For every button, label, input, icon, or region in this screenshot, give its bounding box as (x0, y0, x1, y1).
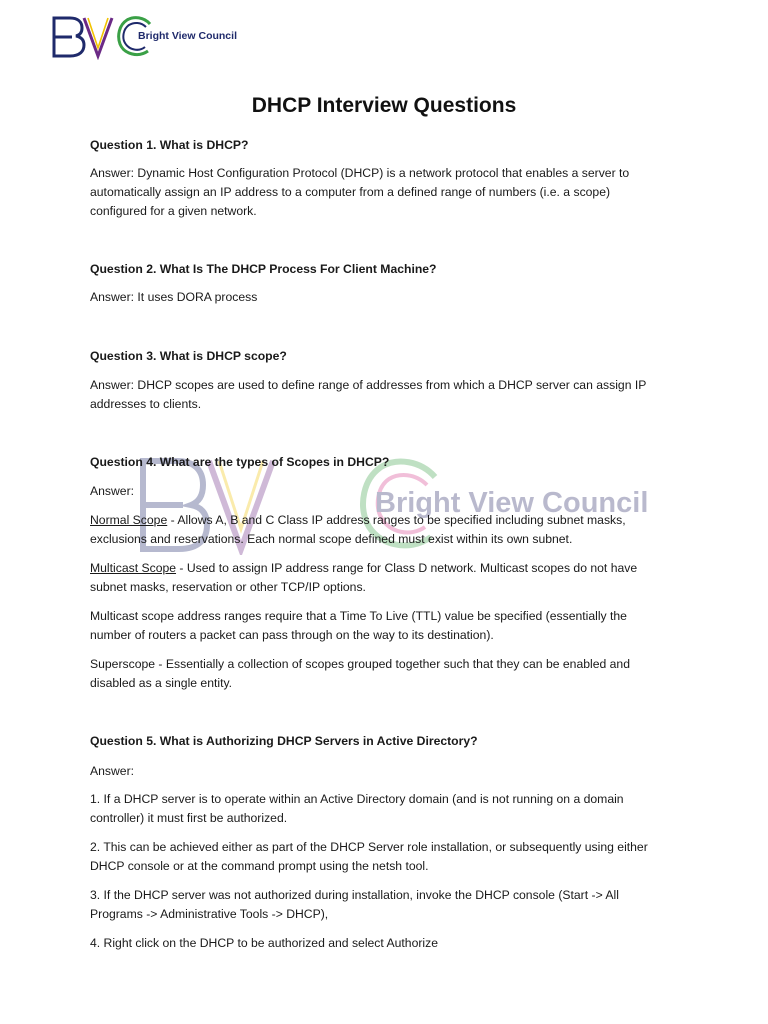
watermark-name: Bright View Council (375, 487, 649, 519)
answer-1-line-3: configured for a given network. (90, 204, 257, 218)
answer-2: Answer: It uses DORA process (90, 290, 258, 304)
question-5: Question 5. What is Authorizing DHCP Servers in Active Directory? (90, 734, 478, 748)
multicast-scope-line-1 (90, 559, 680, 578)
question-4: Question 4. What are the types of Scopes in DHCP? (90, 455, 390, 469)
answer-4-label: Answer: (90, 484, 135, 498)
answer-3-line-2: addresses to clients. (90, 397, 202, 411)
answer-1-line-1: Answer: Dynamic Host Configuration Protocol (DHCP) is a network protocol that enables a server to (90, 166, 630, 180)
answer-5-item-2-line-1: 2. This can be achieved either as part of the DHCP Server role installation, or subsequently using either (90, 840, 648, 854)
answer-5-item-1-line-1: 1. If a DHCP server is to operate within an Active Directory domain (and is not running on a domain (90, 792, 624, 806)
question-1: Question 1. What is DHCP? (90, 138, 249, 152)
answer-5-item-3-line-2: Programs -> Administrative Tools -> DHCP), (90, 907, 329, 921)
ttl-line-1: Multicast scope address ranges require that a Time To Live (TTL) value be specified (essentially the (90, 609, 627, 623)
multicast-scope-term: Multicast Scope (90, 561, 177, 575)
answer-5-label: Answer: (90, 764, 135, 778)
normal-scope-desc: - Allows A, B and C Class IP address ranges to be specified including subnet masks, (167, 513, 626, 527)
answer-5-item-2-line-2: DHCP console or at the command prompt using the netsh tool. (90, 859, 429, 873)
answer-5-item-1-line-2: controller) it must first be authorized. (90, 811, 288, 825)
normal-scope-term: Normal Scope (90, 513, 168, 527)
document-title: DHCP Interview Questions (251, 94, 517, 117)
answer-1-line-2: automatically assign an IP address to a computer from a defined range of numbers (i.e. a scope) (90, 185, 611, 199)
question-3: Question 3. What is DHCP scope? (90, 349, 287, 363)
logo-name: Bright View Council (138, 30, 237, 42)
ttl-line-2: number of routers a packet can pass through on the way to its destination). (90, 628, 494, 642)
superscope-line-1: Superscope - Essentially a collection of scopes grouped together such that they can be enabled and (90, 657, 630, 671)
multicast-scope-desc: - Used to assign IP address range for Class D network. Multicast scopes do not have (176, 561, 638, 575)
answer-5-item-4-line-1: 4. Right click on the DHCP to be authorized and select Authorize (90, 936, 438, 950)
answer-3-line-1: Answer: DHCP scopes are used to define range of addresses from which a DHCP server can assign IP (90, 378, 647, 392)
answer-5-item-3-line-1: 3. If the DHCP server was not authorized during installation, invoke the DHCP console (Start -> All (90, 888, 619, 902)
multicast-scope-line-2: subnet masks, reservation or other TCP/IP options. (90, 580, 366, 594)
question-2: Question 2. What Is The DHCP Process For Client Machine? (90, 262, 437, 276)
normal-scope-line-1 (90, 511, 680, 530)
superscope-line-2: disabled as a single entity. (90, 676, 233, 690)
bvc-logo (50, 14, 237, 60)
normal-scope-line-2: exclusions and reservations. Each normal scope defined must exist within its own subnet. (90, 532, 573, 546)
